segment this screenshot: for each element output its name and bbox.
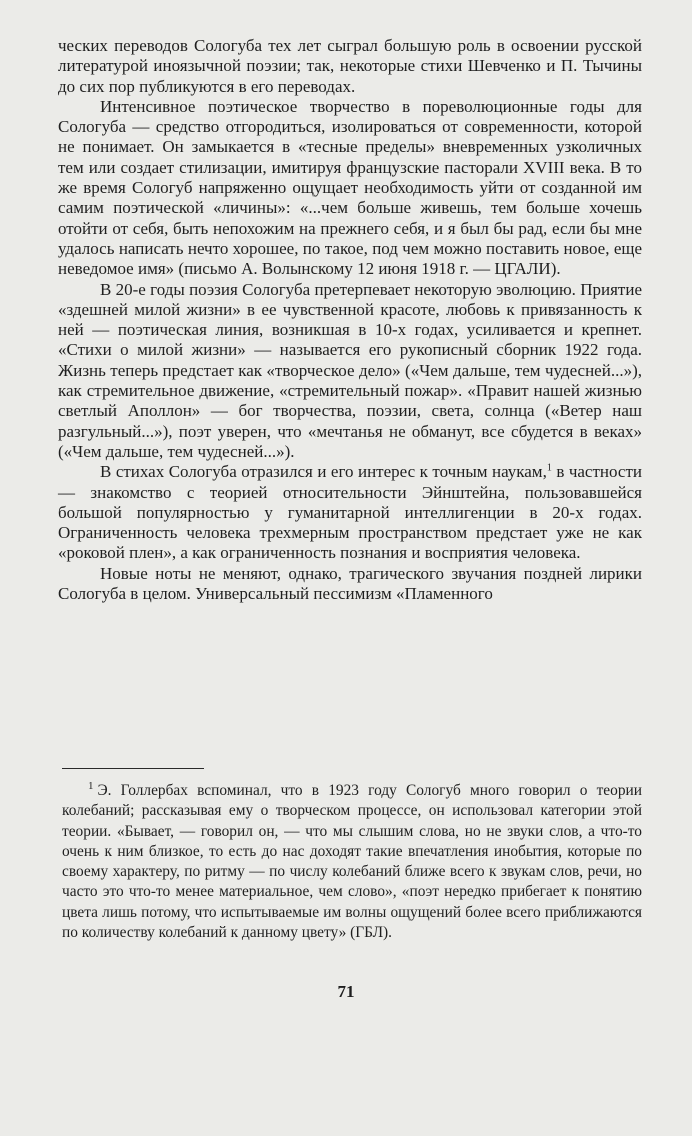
paragraph-4-start: В стихах Сологуба отразился и его интерес к точным наукам, [100,462,547,482]
paragraph-2: Интенсивное поэтическое творчество в пореволюционные годы для Сологуба — средство отгородиться, изолироваться от современности, которой не понимает. Он замыкается в «тесные пределы» вневременных узколичных тем или создает стилизации, имитируя французские пасторали XVIII века. В то же время Сологуб напряженно ощущает необходимость уйти от созданной им самим поэтической «личины»: «...чем больше живешь, тем больше хочешь отойти от себя, быть непохожим на прежнего себя, и я был бы рад, если бы мне удалось написать нечто хорошее, по такое, под чем можно поставить новое, еще неведомое имя» (письмо А. Волынскому 12 июня 1918 г. — ЦГАЛИ). [58,96,642,279]
footnote-reference[interactable]: 1 [546,462,552,474]
footnote-text: Э. Голлербах вспоминал, что в 1923 году Сологуб много говорил о теории колебаний; рассказывая ему о творческом процессе, он использовал категории этой теории. «Бывает, — говорил он, — что мы слышим слова, но не звуки слов, а что-то очень к ним близкое, то есть до нас доходят такие впечатления инобытия, которые по своему характеру, по ритму — по числу колебаний ближе всего к звукам слов, речи, но часто это что-то менее материальное, чем слово», «поэт нередко прибегает к понятию цвета лишь потому, что испытываемые им волны ощущений более всего приближаются по количеству колебаний к данному цвету» (ГБЛ). [62,782,642,942]
paragraph-4 [58,462,642,563]
footnote [62,781,642,943]
paragraph-3: В 20-е годы поэзия Сологуба претерпевает некоторую эволюцию. Приятие «здешней милой жизни» в ее чувственной красоте, любовь к привязанность к ней — поэтическая линия, возникшая в 10-х годах, усиливается и крепнет. «Стихи о милой жизни» — называется его рукописный сборник 1922 года. Жизнь теперь предстает как «творческое дело» («Чем дальше, тем чудесней...»), как стремительное движение, «стремительный пожар». «Правит нашей жизнью светлый Аполлон» — бог творчества, поэзии, света, солнца («Ветер наш разгульный...»), поэт уверен, что «мечтанья не обманут, все сбудется в веках» («Чем дальше, тем чудесней...»). [58,279,642,461]
main-text [58,36,642,604]
footnote-mark: 1 [88,779,94,792]
page-number: 71 [337,982,355,1001]
footnote-divider [62,768,204,769]
paragraph-4-rest: в частности — знакомство с теорией относительности Эйнштейна, пользовавшейся большой популярностью у гуманитарной интеллигенции в 20-х годах. Ограниченность человека трехмерным пространством предстает уже не как «роковой плен», а как ограниченность познания и восприятия человека. [58,462,642,563]
paragraph-1: ческих переводов Сологуба тех лет сыграл большую роль в освоении русской литературой иноязычной поэзии; так, некоторые стихи Шевченко и П. Тычины до сих пор публикуются в его переводах. [58,36,642,96]
paragraph-5: Новые ноты не меняют, однако, трагического звучания поздней лирики Сологуба в целом. Универсальный пессимизм «Пламенного [58,563,642,604]
